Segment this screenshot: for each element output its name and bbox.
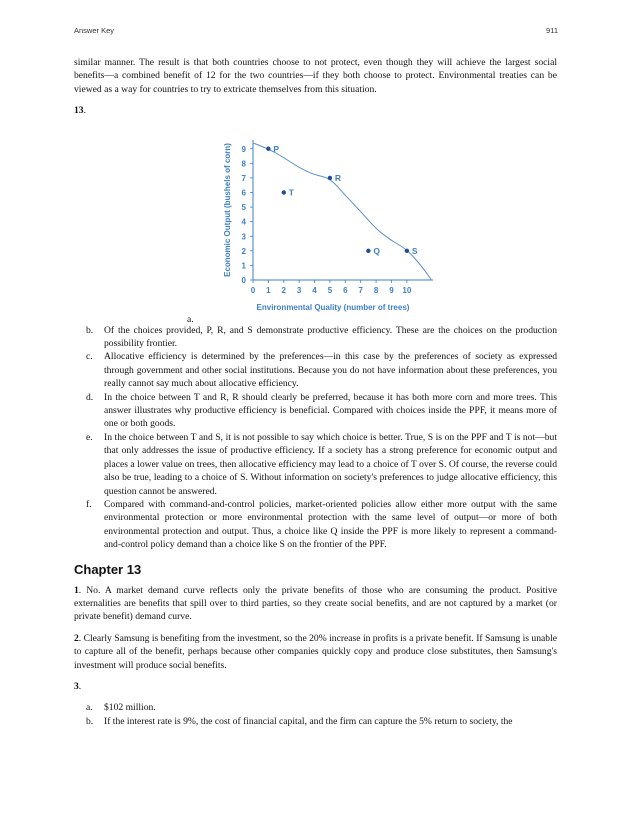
list-item-text: In the choice between T and R, R should clearly be preferred, because it has both more corn and more trees. This answer illustrates why productive efficiency is beneficial. Compared with choices inside the PPF, it means more of one or both goods. [104,391,557,430]
ppf-curve [253,143,431,280]
chapter13-question-3: 3. [74,680,82,692]
question-2-text: . Clearly Samsung is benefiting from the investment, so the 20% increase in profits is a private benefit. If Samsung is unable to capture all of the benefit, perhaps because other companies quickly copy and produce close substitutes, then Samsung's investment will produce social benefits. [74,632,557,671]
point-t [282,190,286,194]
list-item [86,715,557,728]
chapter13-question-2 [74,632,557,672]
list-item-text: $102 million. [104,702,156,714]
y-tick-label: 0 [241,275,246,285]
x-tick-label: 5 [327,285,333,295]
x-tick-label: 10 [402,285,412,295]
y-tick-label: 4 [241,217,246,227]
y-tick-label: 8 [241,158,246,168]
x-tick-label: 0 [250,285,256,295]
ppf-figure [74,124,557,324]
list-marker: c. [86,351,93,363]
y-tick-label: 1 [241,261,246,271]
list-item-text: Allocative efficiency is determined by the preferences—in this case by the preferences of society as expressed through government and other social institutions. Because you do not have information about these preferences, you really cannot say much about allocative efficiency. [104,351,557,390]
question-2-number: 2 [74,632,79,644]
list-marker: d. [86,391,94,403]
question-13-number: 13 [74,105,84,117]
question-1-number: 1 [74,584,79,596]
list-item [86,498,557,552]
point-s [405,248,409,252]
question-13-answers [74,324,557,552]
list-item [86,324,557,351]
point-q [366,248,370,252]
list-marker: f. [86,498,92,510]
ppf-chart [221,124,451,314]
chapter13-question-1 [74,584,557,624]
page-number: 911 [546,26,558,35]
figure-label: a. [187,313,194,325]
point-label-p: P [273,143,280,154]
point-p [266,146,270,150]
running-header-left: Answer Key [74,26,115,35]
x-tick-label: 9 [389,285,394,295]
list-marker: b. [86,715,94,727]
y-tick-label: 6 [241,188,246,198]
page-content [74,56,557,736]
list-marker: e. [86,431,93,443]
y-tick-label: 2 [241,246,246,256]
list-marker: b. [86,324,94,336]
list-item [86,431,557,498]
x-tick-label: 4 [312,285,317,295]
question-3-number: 3 [74,680,79,692]
list-item-text: Compared with command-and-control policies, market-oriented policies allow either more output with the same environmental protection or more environmental protection with the same level of output—or more of both environmental protection and output. Thus, a choice like Q inside the PPF is more likely to represent a command-and-control policy demand than a choice like S on the frontier of the PPF. [104,498,557,551]
point-label-t: T [288,187,294,198]
y-axis-label: Economic Output (bushels of corn) [223,142,232,277]
x-tick-label: 2 [281,285,286,295]
x-tick-label: 3 [296,285,302,295]
list-item-text: If the interest rate is 9%, the cost of financial capital, and the firm can capture the 5% return to society, the [104,715,513,727]
point-label-s: S [411,245,418,256]
x-tick-label: 8 [373,285,379,295]
x-tick-label: 7 [358,285,363,295]
point-r [328,175,332,179]
list-item-text: Of the choices provided, P, R, and S demonstrate productive efficiency. These are the choices on the production possibility frontier. [104,324,557,350]
chapter-title: Chapter 13 [74,561,142,577]
list-marker: a. [86,702,93,714]
list-item [86,350,557,390]
point-label-r: R [334,172,342,183]
intro-paragraph: similar manner. The result is that both countries choose to not protect, even though they will achieve the largest social benefits—a combined benefit of 12 for the two countries—if they both choose to protect. Environmental treaties can be viewed as a way for countries to try to extricate themselves from this situation. [74,57,557,95]
point-label-q: Q [373,245,381,256]
x-tick-label: 1 [266,285,271,295]
question-1-text: . No. A market demand curve reflects only the private benefits of those who are consuming the product. Positive externalities are benefits that spill over to third parties, so they create social benefits, and are not captured by a market (or private benefit) demand curve. [74,584,557,623]
x-axis-label: Environmental Quality (number of trees) [256,302,410,312]
y-tick-label: 9 [241,144,246,154]
y-tick-label: 3 [241,231,246,241]
question-3-answers [74,701,557,728]
list-item [86,391,557,431]
y-tick-label: 7 [241,173,246,183]
question-13-heading: 13. [74,105,86,117]
list-item-text: In the choice between T and S, it is not possible to say which choice is better. True, S is on the PPF and T is not—but that only addresses the issue of productive efficiency. If a society has a strong preference for economic output and places a lower value on trees, then allocative efficiency may lead to a choice of T over S. Of course, the reverse could also be true, leading to a choice of S. Without information on society's preferences to judge allocative efficiency, this question cannot be answered. [104,431,557,497]
x-tick-label: 6 [343,285,348,295]
list-item [86,701,557,714]
y-tick-label: 5 [241,202,246,212]
